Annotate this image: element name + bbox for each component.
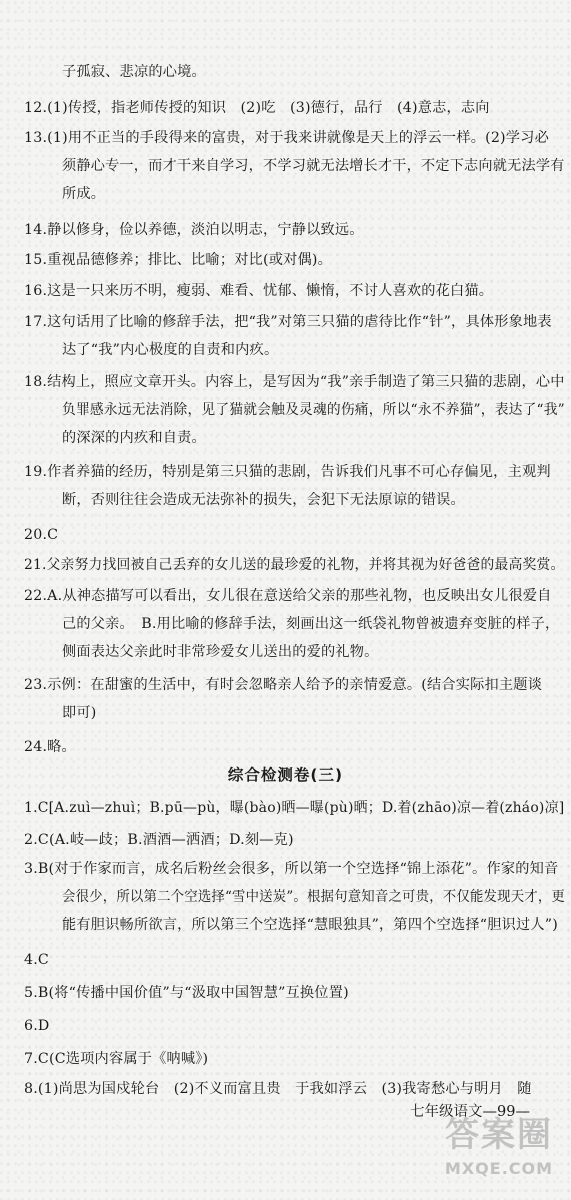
text-line: 23.示例：在甜蜜的生活中，有时会忽略亲人给予的亲情爱意。(结合实际扣主题谈 [24,677,543,693]
text-line: 13.(1)用不正当的手段得来的富贵，对于我来讲就像是天上的浮云一样。(2)学习必 [24,130,549,146]
text-line: 的深深的内疚和自责。 [62,430,206,446]
text-line: 会很少，所以第二个空选择“雪中送炭”。根据句意知音之可贵，不仅能发现天才，更 [62,889,566,905]
text-line: 侧面表达父亲此时非常珍爱女儿送出的爱的礼物。 [62,644,379,660]
text-line: 5.B(将“传播中国价值”与“汲取中国智慧”互换位置) [24,985,349,1001]
text-line: 所成。 [62,186,106,202]
text-line: 子孤寂、悲凉的心境。 [62,64,206,80]
text-line: 7.C(C选项内容属于《呐喊》) [24,1051,209,1067]
text-line: 21.父亲努力找回被自己丢弃的女儿送的最珍爱的礼物，并将其视为好爸爸的最高奖赏。 [24,557,565,573]
text-line: 17.这句话用了比喻的修辞手法，把“我”对第三只猫的虐待比作“针”，具体形象地表 [24,314,552,330]
text-line: 8.(1)尚思为国戍轮台 (2)不义而富且贵 于我如浮云 (3)我寄愁心与明月 随 [24,1081,532,1097]
text-line: 2.C(A.岐—歧；B.酒酒—洒酒；D.刻—克) [24,832,294,848]
text-line: 3.B(对于作家而言，成名后粉丝会很多，所以第一个空选择“锦上添花”。作家的知音 [24,861,559,877]
text-line: 12.(1)传授，指老师传授的知识 (2)吃 (3)德行，品行 (4)意志，志向 [24,100,490,116]
text-line: 24.略。 [24,739,76,755]
text-line: 6.D [24,1018,50,1034]
text-line: 即可) [62,705,97,721]
text-line: 1.C[A.zuì—zhuì；B.pū—pù，曝(bào)晒—曝(pù)晒；D.着(zhāo)凉—着(zháo)凉] [24,800,565,816]
text-line: 己的父亲。 B.用比喻的修辞手法，刻画出这一纸袋礼物曾被遗弃变脏的样子， [62,616,560,632]
watermark-logo [435,1112,563,1196]
text-line: 14.静以修身，俭以养德，淡泊以明志，宁静以致远。 [24,222,364,238]
text-line: 22.A.从神态描写可以看出，女儿很在意送给父亲的那些礼物，也反映出女儿很爱自 [24,588,552,604]
text-line: 4.C [24,952,49,968]
text-line: 20.C [24,527,59,543]
page-footer: 七年级语文—99— [410,1104,530,1120]
text-line: 16.这是一只来历不明，瘦弱、难看、忧郁、懒惰，不讨人喜欢的花白猫。 [24,283,494,299]
watermark-sub-text: MXQE.COM [444,1159,554,1178]
section-title: 综合检测卷(三) [227,766,344,784]
text-line: 达了“我”内心极度的自责和内疚。 [62,342,279,358]
text-line: 19.作者养猫的经历，特别是第三只猫的悲剧，告诉我们凡事不可心存偏见，主观判 [24,464,551,480]
watermark-main-text: 答案圈 [445,1115,553,1155]
text-line: 18.结构上，照应文章开头。内容上，是写因为“我”亲手制造了第三只猫的悲剧，心中 [24,374,565,390]
text-line: 能有胆识畅所欲言，所以第三个空选择“慧眼独具”，第四个空选择“胆识过人”) [62,917,558,933]
text-line: 须静心专一，而才干来自学习，不学习就无法增长才干，不定下志向就无法学有 [62,158,565,174]
text-line: 15.重视品德修养；排比、比喻；对比(或对偶)。 [24,252,332,268]
text-line: 断，否则往往会造成无法弥补的损失，会犯下无法原谅的错误。 [62,492,465,508]
text-line: 负罪感永远无法消除，见了猫就会触及灵魂的伤痛，所以“永不养猫”，表达了“我” [62,402,565,418]
